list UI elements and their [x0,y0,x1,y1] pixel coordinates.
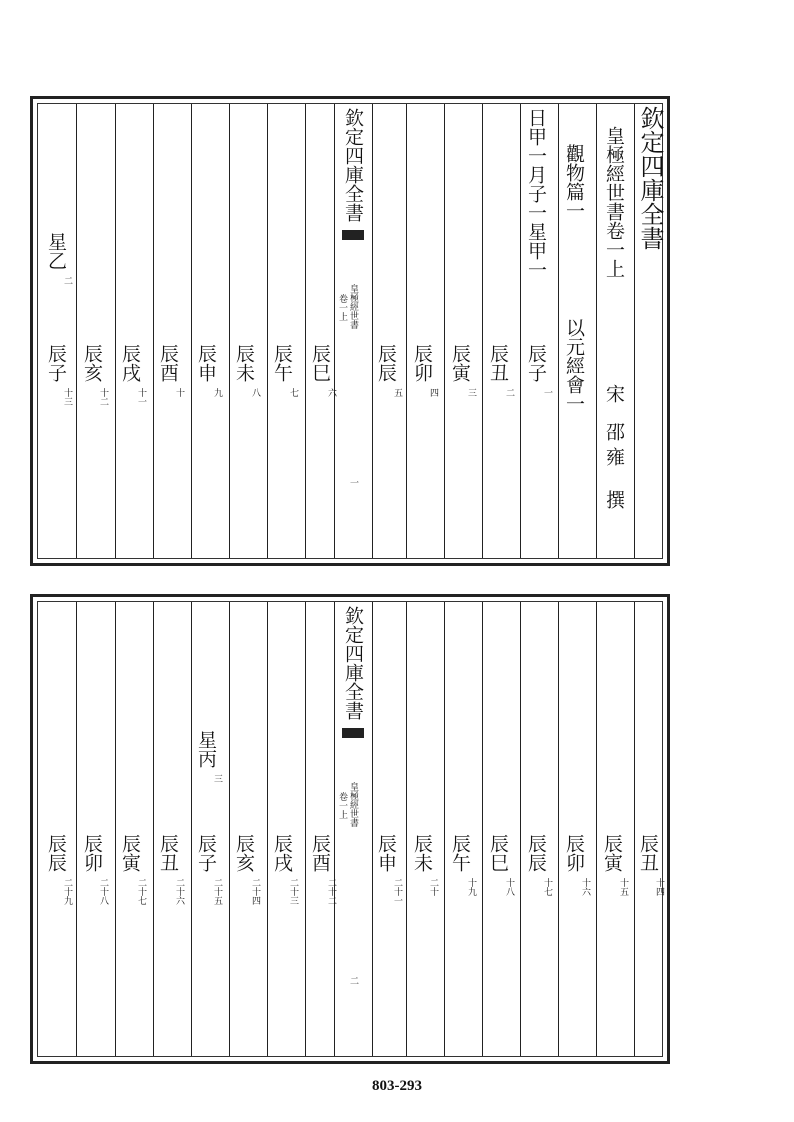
column-rule [482,104,483,558]
center-series-title: 欽定四庫全書 [342,108,364,222]
center-volume: 卷一上 [337,792,347,819]
entry-number: 十三 [62,388,72,406]
column-rule [191,602,192,1056]
star-number: 二 [62,276,72,285]
column-rule [115,104,116,558]
method-title: 以元經會一 [563,318,585,413]
folio-number: 803-293 [372,1078,422,1094]
star-marker: 星乙 [45,232,67,270]
chapter-title: 觀物篇一 [563,144,585,220]
entry-branch: 辰子 [195,834,217,872]
entry-branch: 辰申 [375,834,397,872]
entry-number: 四 [428,388,438,397]
center-column [334,104,372,558]
fishtail-mark [342,230,364,240]
entry-number: 二十三 [288,878,298,905]
column-rule [482,602,483,1056]
column-rule [267,104,268,558]
entry-number: 二十 [428,878,438,896]
entry-branch: 辰未 [411,834,433,872]
center-book-title: 皇極經世書 [348,284,358,329]
column-rule [444,602,445,1056]
entry-number: 五 [392,388,402,397]
column-rule [372,104,373,558]
entry-branch: 辰戌 [119,344,141,382]
entry-number: 十 [174,388,184,397]
entry-number: 八 [250,388,260,397]
center-page-number: 二 [348,976,358,985]
entry-branch: 辰亥 [233,834,255,872]
entry-branch: 辰卯 [81,834,103,872]
column-rule [406,602,407,1056]
entry-number: 一 [542,388,552,397]
entry-branch: 辰寅 [449,344,471,382]
entry-branch: 辰巳 [487,834,509,872]
entry-branch: 辰辰 [45,834,67,872]
column-rule [153,602,154,1056]
entry-number: 二十七 [136,878,146,905]
book-title: 皇極經世書卷一上 [603,126,625,278]
entry-number: 十二 [98,388,108,406]
center-volume: 卷一上 [337,294,347,321]
entry-number: 十四 [654,878,664,896]
entry-branch: 辰戌 [271,834,293,872]
center-column [334,602,372,1056]
entry-branch: 辰子 [45,344,67,382]
entry-number: 九 [212,388,222,397]
entry-branch: 辰丑 [157,834,179,872]
entry-number: 十六 [580,878,590,896]
entry-branch: 辰子 [525,344,547,382]
entry-number: 二十五 [212,878,222,905]
entry-number: 十一 [136,388,146,406]
top-page-frame [30,96,670,566]
entry-branch: 辰卯 [411,344,433,382]
entry-number: 三 [466,388,476,397]
entry-branch: 辰午 [449,834,471,872]
entry-number: 十九 [466,878,476,896]
bottom-page-inner-border [37,601,663,1057]
entry-branch: 辰丑 [637,834,659,872]
column-rule [229,602,230,1056]
column-rule [76,104,77,558]
entry-number: 十五 [618,878,628,896]
entry-number: 二十九 [62,878,72,905]
entry-number: 二十六 [174,878,184,905]
column-rule [406,104,407,558]
center-book-title: 皇極經世書 [348,782,358,827]
column-rule [634,104,635,558]
column-rule [267,602,268,1056]
column-rule [558,104,559,558]
entry-branch: 辰丑 [487,344,509,382]
column-rule [305,104,306,558]
column-rule [520,104,521,558]
column-rule [596,104,597,558]
fishtail-mark [342,728,364,738]
star-number: 三 [212,774,222,783]
entry-number: 二十八 [98,878,108,905]
entry-branch: 辰辰 [525,834,547,872]
entry-branch: 辰未 [233,344,255,382]
column-rule [115,602,116,1056]
entry-branch: 辰寅 [119,834,141,872]
entry-branch: 辰巳 [309,344,331,382]
dynasty: 宋 [603,384,625,403]
author-verb: 撰 [603,490,625,509]
entry-number: 七 [288,388,298,397]
column-rule [558,602,559,1056]
series-title: 欽定四庫全書 [636,106,664,250]
column-rule [191,104,192,558]
author-name: 邵雍 [603,422,625,472]
heading-line: 日甲一月子一星甲一 [525,108,547,279]
entry-branch: 辰申 [195,344,217,382]
entry-branch: 辰酉 [309,834,331,872]
column-rule [305,602,306,1056]
top-page-inner-border [37,103,663,559]
entry-number: 二十四 [250,878,260,905]
entry-branch: 辰辰 [375,344,397,382]
entry-number: 二十一 [392,878,402,905]
center-page-number: 一 [348,478,358,487]
bottom-page-frame [30,594,670,1064]
entry-branch: 辰酉 [157,344,179,382]
entry-branch: 辰卯 [563,834,585,872]
column-rule [596,602,597,1056]
entry-number: 十七 [542,878,552,896]
column-rule [372,602,373,1056]
entry-number: 十八 [504,878,514,896]
entry-branch: 辰寅 [601,834,623,872]
entry-number: 二 [504,388,514,397]
column-rule [444,104,445,558]
column-rule [153,104,154,558]
star-marker: 星丙 [195,730,217,768]
entry-number: 六 [326,388,336,397]
column-rule [634,602,635,1056]
entry-number: 二十二 [326,878,336,905]
entry-branch: 辰午 [271,344,293,382]
column-rule [229,104,230,558]
column-rule [520,602,521,1056]
entry-branch: 辰亥 [81,344,103,382]
column-rule [76,602,77,1056]
center-series-title: 欽定四庫全書 [342,606,364,720]
